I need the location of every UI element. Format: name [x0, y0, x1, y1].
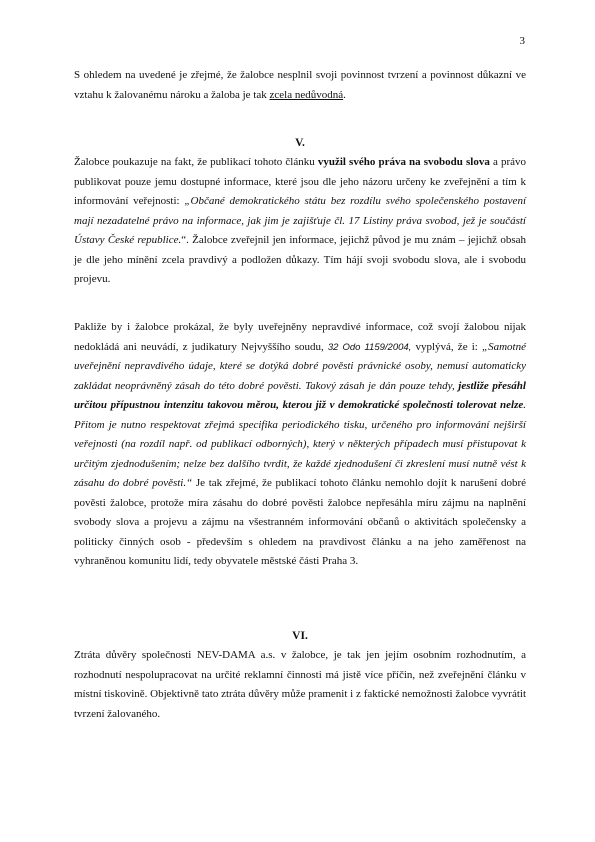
text: Ztráta důvěry společnosti NEV-DAMA a.s. v žalobce, je tak jen jejím osobním rozhodnutím, a rozhodnutí nespolupracovat na určité reklamní činnosti má jistě více příčin, než zveřejnění článku v místní tiskovině. Objektivně tato ztráta důvěry může pramenit i z faktické nemožnosti žalobce vyvrátit tvrzení žalovaného.: [74, 649, 526, 720]
underlined-text: zcela nedůvodná: [269, 88, 344, 101]
paragraph-case-law: [74, 318, 526, 572]
paragraph-conclusion: [74, 66, 526, 105]
bold-text: využil svého práva na svobodu slova: [317, 156, 490, 168]
text: .: [343, 88, 346, 101]
text: vyplývá, že i:: [411, 340, 482, 353]
bold-quote-text: jestliže přesáhl určitou přípustnou intenzitu takovou měrou, kterou již v demokratické společnosti tolerovat nelze: [74, 379, 526, 411]
section-heading: VI.: [292, 630, 308, 642]
quote-text: „Občané demokratického státu bez rozdílu svého společenského postavení mají nezadatelné právo na informace, jak jim je zajišťuje čl. 17 Listiny práva svobod, jež je součástí Ústavy České republice.: [74, 195, 527, 246]
text: Žalobce poukazuje na fakt, že publikací tohoto článku: [74, 156, 318, 168]
paragraph-trust-loss: [74, 646, 526, 724]
text: Pakliže by i žalobce prokázal, že byly uveřejněny nepravdivé informace, což svojí žalobou nijak nedokládá ani neuvádí, z judikatury Nejvyššího soudu,: [74, 321, 526, 353]
quote-text: „Samotné uveřejnění nepravdivého údaje, které se dotýká dobré pověsti právnické osoby, nemusí automaticky zakládat neoprávněný zásah do této dobré pověsti. Takový zásah je dán pouze tehdy,: [74, 340, 526, 392]
case-reference: 32 Odo 1159/2004,: [327, 341, 412, 353]
section-heading-v: [74, 134, 526, 154]
text: “. Žalobce zveřejnil jen informace, jejichž původ je mu znám – jejichž obsah je dle jeho mínění zcela pravdivý a podložen důkazy. Tím hájí svoji svobodu slova, ale i svobodu projevu.: [74, 234, 526, 285]
text: S ohledem na uvedené je zřejmé, že žalobce nesplnil svoji povinnost tvrzení a povinnost důkazní ve vztahu k žalovanému nároku a žaloba je tak: [74, 69, 526, 101]
text: a právo publikovat pouze jemu dostupné informace, které jsou dle jeho názoru určeny ke zveřejnění a tím k informování veřejnosti:: [74, 156, 526, 207]
page-number: 3: [519, 35, 525, 47]
section-heading-vi: [74, 627, 526, 647]
text: Je tak zřejmé, že publikací tohoto článku nemohlo dojít k narušení dobré pověsti žalobce, protože míra zásahu do dobré pověsti žalobce nepřesáhla míru zájmu na naplnění svobody slova a projevu a zájmu na všestranném informování občanů o aktivitách společensky a politicky činných osob - především s ohledem na pravdivost článku a na jeho zaměřenost na vyhraněnou komunitu lidí, tedy obyvatele městské části Praha 3.: [74, 477, 526, 567]
quote-text: . Přitom je nutno respektovat zřejmá specifika periodického tisku, určeného pro informování nejširší veřejnosti (na rozdíl např. od publikací odborných), který v některých případech musí přistupovat k určitým zjednodušením; nelze bez dalšího tvrdit, že každé zjednodušení či zkreslení musí nutně vést k zásahu do dobré pověsti.“: [74, 399, 526, 489]
paragraph-freedom-of-speech: [74, 153, 526, 290]
section-heading: V.: [295, 137, 305, 149]
